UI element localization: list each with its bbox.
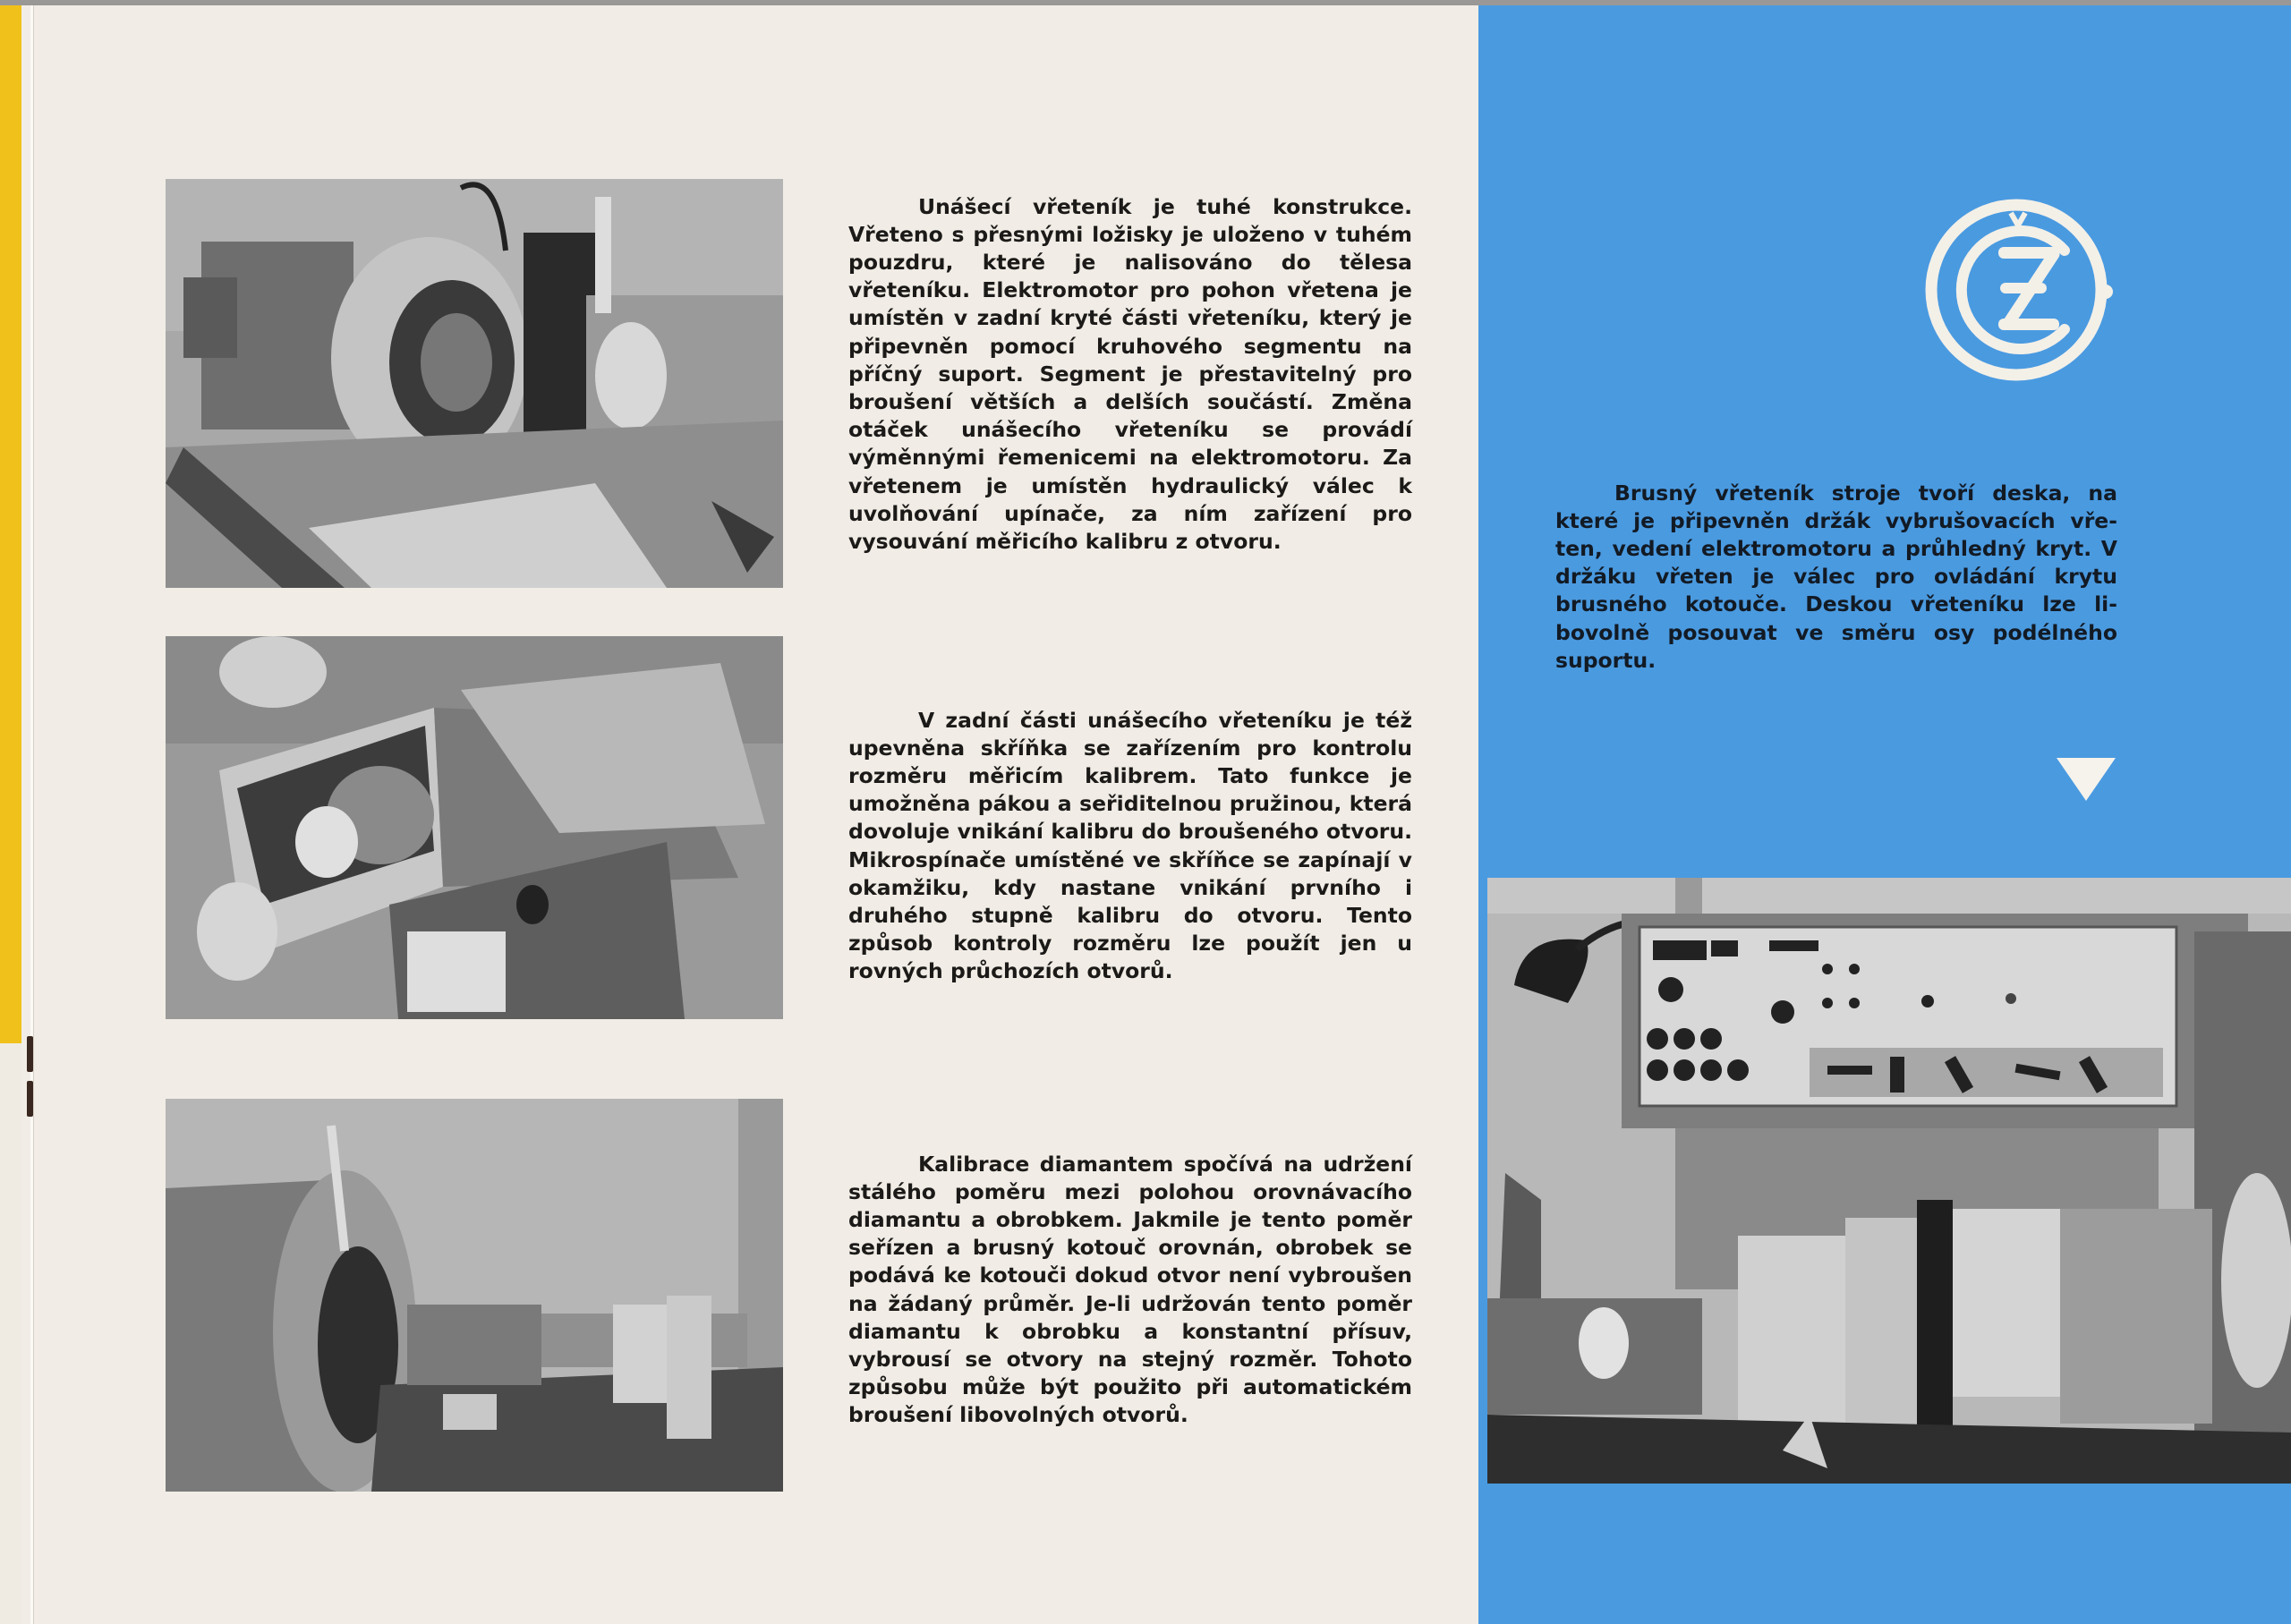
cz-logo <box>1911 190 2134 387</box>
paragraph-grinding-head: Brusný vřeteník stroje tvoří deska, na které je připevněn držák vybrušovacích vřeten, vedení elektromotoru a průhledný kryt. V držáku vřeten je válec pro ovládání krytu brusného kotouče. Deskou vřeteníku lze libovolně posouvat ve směru osy podélného suportu. <box>1555 480 2117 673</box>
paragraph-diamond-calibration: Kalibrace diamantem spočívá na udržení stálého poměru mezi polohou orovnávacího diamantu a obrobkem. Jakmile je tento poměr seřízen a brusný kotouč orovnán, obrobek se podává ke kotouči dokud otvor není vybroušen na žádaný průměr. Je-li udržován tento poměr diamantu k obrobku a konstantní přísuv, vybrousí se otvory na stejný rozměr. Tohoto způsobu může být použito při automatickém broušení libovolných otvorů. <box>848 1151 1412 1428</box>
staple <box>27 1036 33 1072</box>
page-gutter <box>30 5 34 1624</box>
staple <box>27 1081 33 1117</box>
paragraph-gauge-box: V zadní části unášecího vřeteníku je též upevněna skříňka se zařízením pro kontrolu rozměru měřicím kalibrem. Tato funkce je umožněna pákou a seřiditelnou pružinou, která dovoluje vnikání kalibru do broušeného otvoru. Mikrospínače umístěné ve skříňce se zapínají v okamžiku, kdy nastane vnikání prvního i druhého stupně kalibru do otvoru. Tento způsob kontroly rozměru lze použít jen u rovných průchozích otvorů. <box>848 707 1412 984</box>
photo-gauge-box <box>166 636 783 1019</box>
down-triangle-icon <box>2057 758 2116 801</box>
paragraph-workhead: Unášecí vřeteník je tuhé konstrukce. Vřeteno s přesnými ložisky je uloženo v tuhém pouzdru, které je nalisováno do tělesa vřeteníku. Elektromotor pro pohon vřetena je umístěn v zadní kryté části vřeteníku, který je připevněn pomocí kruhového segmentu na příčný suport. Segment je přestavitelný pro broušení větších a delších součástí. Změna otáček unášecího vřeteníku se provádí výměnnými řemenicemi na elektromotoru. Za vřetenem je umístěn hydraulický válec k uvolňování upínače, za ním zařízení pro vysouvání měřicího kalibru z otvoru. <box>848 193 1412 554</box>
photo-grinding-head-control-panel <box>1487 878 2291 1484</box>
photo-workhead <box>166 179 783 588</box>
yellow-cover-edge <box>0 5 21 1043</box>
photo-diamond-dresser <box>166 1099 783 1492</box>
